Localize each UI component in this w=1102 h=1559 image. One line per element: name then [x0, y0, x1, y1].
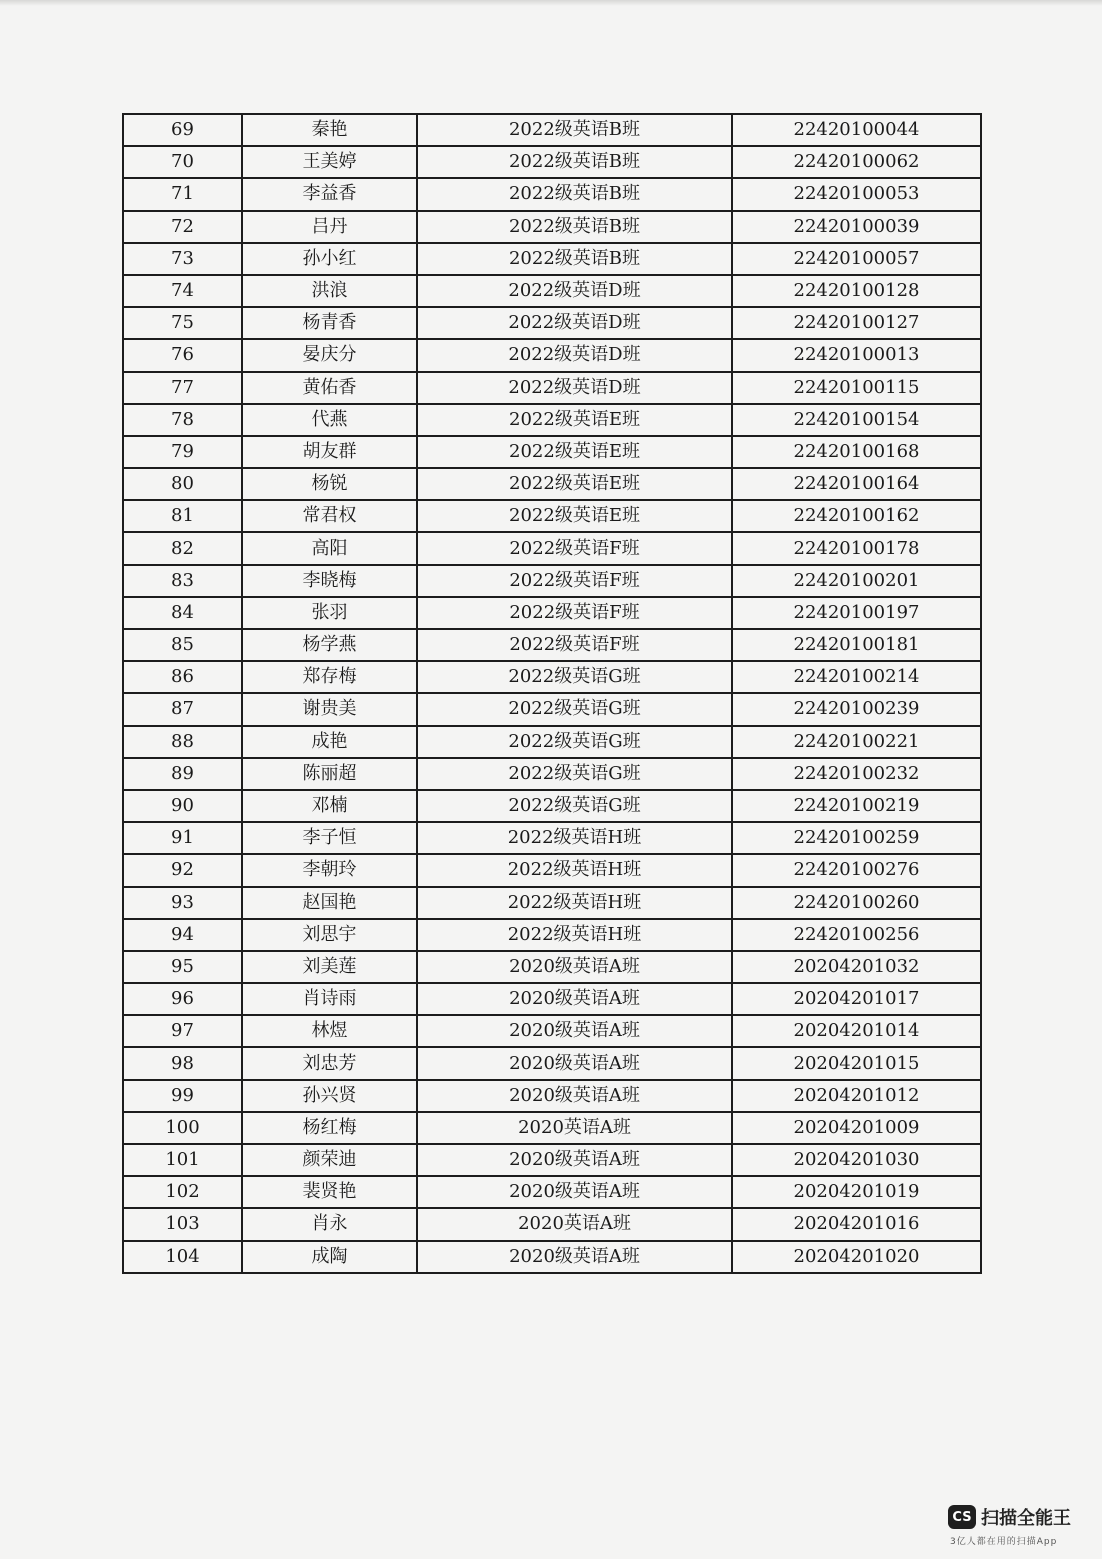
table-row — [123, 1241, 981, 1273]
class-name-cell: 2022级英语H班 — [417, 854, 732, 886]
student-name-cell: 裴贤艳 — [242, 1176, 417, 1208]
class-name-cell: 2022级英语D班 — [417, 339, 732, 371]
table-row — [123, 597, 981, 629]
table-row — [123, 243, 981, 275]
class-name-cell: 2022级英语B班 — [417, 243, 732, 275]
student-id-cell: 22420100057 — [732, 243, 981, 275]
student-id-cell: 22420100259 — [732, 822, 981, 854]
table-row — [123, 1112, 981, 1144]
row-number-cell: 70 — [123, 146, 242, 178]
student-id-cell: 20204201019 — [732, 1176, 981, 1208]
student-id-cell: 22420100256 — [732, 919, 981, 951]
student-id-cell: 22420100154 — [732, 404, 981, 436]
table-row — [123, 500, 981, 532]
row-number-cell: 86 — [123, 661, 242, 693]
table-row — [123, 726, 981, 758]
table-row — [123, 693, 981, 725]
table-row — [123, 1144, 981, 1176]
class-name-cell: 2020英语A班 — [417, 1208, 732, 1240]
table-row — [123, 146, 981, 178]
row-number-cell: 94 — [123, 919, 242, 951]
class-name-cell: 2022级英语E班 — [417, 468, 732, 500]
student-name-cell: 肖永 — [242, 1208, 417, 1240]
student-name-cell: 杨青香 — [242, 307, 417, 339]
watermark-brand-row — [948, 1504, 1080, 1530]
class-name-cell: 2020英语A班 — [417, 1112, 732, 1144]
student-id-cell: 20204201016 — [732, 1208, 981, 1240]
class-name-cell: 2022级英语B班 — [417, 114, 732, 146]
student-id-cell: 20204201032 — [732, 951, 981, 983]
student-id-cell: 22420100181 — [732, 629, 981, 661]
row-number-cell: 89 — [123, 758, 242, 790]
student-id-cell: 22420100053 — [732, 178, 981, 210]
row-number-cell: 78 — [123, 404, 242, 436]
class-name-cell: 2022级英语E班 — [417, 404, 732, 436]
row-number-cell: 81 — [123, 500, 242, 532]
class-name-cell: 2022级英语H班 — [417, 887, 732, 919]
row-number-cell: 95 — [123, 951, 242, 983]
row-number-cell: 83 — [123, 565, 242, 597]
class-name-cell: 2022级英语F班 — [417, 565, 732, 597]
student-id-cell: 20204201030 — [732, 1144, 981, 1176]
student-name-cell: 林煜 — [242, 1015, 417, 1047]
row-number-cell: 80 — [123, 468, 242, 500]
student-id-cell: 22420100128 — [732, 275, 981, 307]
table-row — [123, 468, 981, 500]
class-name-cell: 2020级英语A班 — [417, 951, 732, 983]
row-number-cell: 100 — [123, 1112, 242, 1144]
table-row — [123, 1208, 981, 1240]
student-name-cell: 成陶 — [242, 1241, 417, 1273]
student-name-cell: 颜荣迪 — [242, 1144, 417, 1176]
student-name-cell: 肖诗雨 — [242, 983, 417, 1015]
class-name-cell: 2022级英语F班 — [417, 597, 732, 629]
student-id-cell: 20204201017 — [732, 983, 981, 1015]
row-number-cell: 79 — [123, 436, 242, 468]
student-id-cell: 22420100197 — [732, 597, 981, 629]
student-name-cell: 杨学燕 — [242, 629, 417, 661]
table-row — [123, 983, 981, 1015]
row-number-cell: 85 — [123, 629, 242, 661]
row-number-cell: 82 — [123, 532, 242, 564]
class-name-cell: 2022级英语B班 — [417, 211, 732, 243]
student-id-cell: 22420100013 — [732, 339, 981, 371]
row-number-cell: 91 — [123, 822, 242, 854]
class-name-cell: 2022级英语G班 — [417, 726, 732, 758]
table-row — [123, 919, 981, 951]
class-name-cell: 2022级英语H班 — [417, 822, 732, 854]
table-row — [123, 178, 981, 210]
student-name-cell: 赵国艳 — [242, 887, 417, 919]
row-number-cell: 92 — [123, 854, 242, 886]
student-roster-table — [122, 113, 982, 1274]
student-id-cell: 22420100115 — [732, 372, 981, 404]
student-name-cell: 邓楠 — [242, 790, 417, 822]
student-id-cell: 22420100260 — [732, 887, 981, 919]
table-row — [123, 1015, 981, 1047]
watermark-title: 扫描全能王 — [981, 1508, 1071, 1529]
class-name-cell: 2022级英语D班 — [417, 275, 732, 307]
class-name-cell: 2022级英语B班 — [417, 146, 732, 178]
table-row — [123, 339, 981, 371]
student-id-cell: 22420100239 — [732, 693, 981, 725]
table-row — [123, 307, 981, 339]
row-number-cell: 77 — [123, 372, 242, 404]
camscanner-logo-icon: CS — [948, 1505, 976, 1529]
class-name-cell: 2020级英语A班 — [417, 1176, 732, 1208]
class-name-cell: 2022级英语G班 — [417, 790, 732, 822]
table-row — [123, 951, 981, 983]
student-name-cell: 胡友群 — [242, 436, 417, 468]
class-name-cell: 2022级英语G班 — [417, 693, 732, 725]
row-number-cell: 69 — [123, 114, 242, 146]
class-name-cell: 2022级英语F班 — [417, 629, 732, 661]
class-name-cell: 2022级英语G班 — [417, 758, 732, 790]
row-number-cell: 84 — [123, 597, 242, 629]
student-id-cell: 22420100162 — [732, 500, 981, 532]
student-name-cell: 杨红梅 — [242, 1112, 417, 1144]
class-name-cell: 2020级英语A班 — [417, 983, 732, 1015]
row-number-cell: 90 — [123, 790, 242, 822]
table-row — [123, 532, 981, 564]
row-number-cell: 102 — [123, 1176, 242, 1208]
class-name-cell: 2022级英语F班 — [417, 532, 732, 564]
table-row — [123, 629, 981, 661]
student-id-cell: 22420100221 — [732, 726, 981, 758]
table-row — [123, 854, 981, 886]
class-name-cell: 2020级英语A班 — [417, 1015, 732, 1047]
class-name-cell: 2022级英语D班 — [417, 307, 732, 339]
student-id-cell: 20204201015 — [732, 1047, 981, 1079]
student-name-cell: 孙兴贤 — [242, 1080, 417, 1112]
student-id-cell: 20204201020 — [732, 1241, 981, 1273]
student-name-cell: 成艳 — [242, 726, 417, 758]
row-number-cell: 97 — [123, 1015, 242, 1047]
student-name-cell: 刘忠芳 — [242, 1047, 417, 1079]
student-id-cell: 20204201012 — [732, 1080, 981, 1112]
student-name-cell: 王美婷 — [242, 146, 417, 178]
row-number-cell: 104 — [123, 1241, 242, 1273]
student-id-cell: 22420100214 — [732, 661, 981, 693]
student-name-cell: 李朝玲 — [242, 854, 417, 886]
table-row — [123, 1176, 981, 1208]
row-number-cell: 88 — [123, 726, 242, 758]
scan-top-edge — [0, 0, 1102, 6]
row-number-cell: 87 — [123, 693, 242, 725]
roster-sheet — [122, 113, 980, 1274]
row-number-cell: 101 — [123, 1144, 242, 1176]
student-name-cell: 李晓梅 — [242, 565, 417, 597]
student-name-cell: 晏庆分 — [242, 339, 417, 371]
student-id-cell: 22420100232 — [732, 758, 981, 790]
student-id-cell: 22420100219 — [732, 790, 981, 822]
student-id-cell: 22420100178 — [732, 532, 981, 564]
row-number-cell: 71 — [123, 178, 242, 210]
class-name-cell: 2020级英语A班 — [417, 1047, 732, 1079]
row-number-cell: 76 — [123, 339, 242, 371]
table-row — [123, 372, 981, 404]
student-name-cell: 孙小红 — [242, 243, 417, 275]
table-row — [123, 661, 981, 693]
row-number-cell: 72 — [123, 211, 242, 243]
table-row — [123, 1047, 981, 1079]
class-name-cell: 2022级英语H班 — [417, 919, 732, 951]
student-name-cell: 李子恒 — [242, 822, 417, 854]
table-row — [123, 211, 981, 243]
student-id-cell: 22420100062 — [732, 146, 981, 178]
student-id-cell: 22420100168 — [732, 436, 981, 468]
student-name-cell: 吕丹 — [242, 211, 417, 243]
table-row — [123, 822, 981, 854]
table-row — [123, 887, 981, 919]
student-name-cell: 郑存梅 — [242, 661, 417, 693]
class-name-cell: 2020级英语A班 — [417, 1144, 732, 1176]
scanner-watermark — [948, 1504, 1080, 1547]
row-number-cell: 73 — [123, 243, 242, 275]
row-number-cell: 99 — [123, 1080, 242, 1112]
table-row — [123, 275, 981, 307]
student-name-cell: 洪浪 — [242, 275, 417, 307]
class-name-cell: 2022级英语B班 — [417, 178, 732, 210]
table-row — [123, 790, 981, 822]
student-id-cell: 22420100127 — [732, 307, 981, 339]
table-row — [123, 436, 981, 468]
table-row — [123, 114, 981, 146]
watermark-tagline: 3亿人都在用的扫描App — [950, 1537, 1058, 1547]
student-id-cell: 22420100044 — [732, 114, 981, 146]
student-name-cell: 秦艳 — [242, 114, 417, 146]
student-id-cell: 22420100039 — [732, 211, 981, 243]
student-name-cell: 陈丽超 — [242, 758, 417, 790]
student-name-cell: 代燕 — [242, 404, 417, 436]
table-row — [123, 565, 981, 597]
class-name-cell: 2022级英语D班 — [417, 372, 732, 404]
student-name-cell: 刘思宇 — [242, 919, 417, 951]
row-number-cell: 74 — [123, 275, 242, 307]
student-name-cell: 常君权 — [242, 500, 417, 532]
table-row — [123, 758, 981, 790]
student-name-cell: 杨锐 — [242, 468, 417, 500]
class-name-cell: 2020级英语A班 — [417, 1241, 732, 1273]
student-name-cell: 李益香 — [242, 178, 417, 210]
class-name-cell: 2020级英语A班 — [417, 1080, 732, 1112]
row-number-cell: 93 — [123, 887, 242, 919]
class-name-cell: 2022级英语E班 — [417, 436, 732, 468]
roster-body — [123, 114, 981, 1273]
student-name-cell: 张羽 — [242, 597, 417, 629]
class-name-cell: 2022级英语E班 — [417, 500, 732, 532]
student-id-cell: 20204201009 — [732, 1112, 981, 1144]
row-number-cell: 96 — [123, 983, 242, 1015]
student-id-cell: 20204201014 — [732, 1015, 981, 1047]
student-name-cell: 高阳 — [242, 532, 417, 564]
table-row — [123, 404, 981, 436]
student-id-cell: 22420100276 — [732, 854, 981, 886]
student-name-cell: 刘美莲 — [242, 951, 417, 983]
student-id-cell: 22420100201 — [732, 565, 981, 597]
class-name-cell: 2022级英语G班 — [417, 661, 732, 693]
student-name-cell: 谢贵美 — [242, 693, 417, 725]
student-name-cell: 黄佑香 — [242, 372, 417, 404]
row-number-cell: 75 — [123, 307, 242, 339]
row-number-cell: 103 — [123, 1208, 242, 1240]
student-id-cell: 22420100164 — [732, 468, 981, 500]
row-number-cell: 98 — [123, 1047, 242, 1079]
table-row — [123, 1080, 981, 1112]
